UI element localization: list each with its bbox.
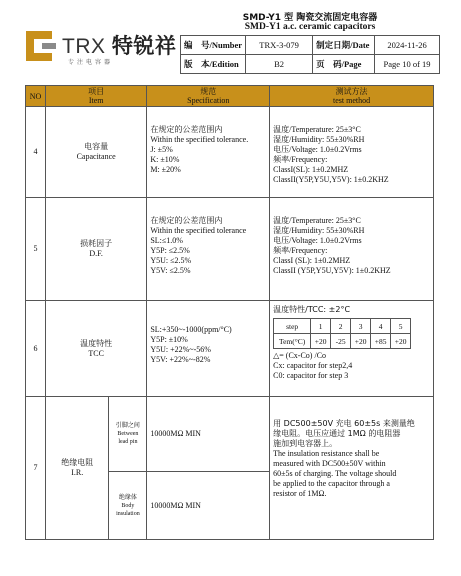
- spec-line: Y5V: +22%~-82%: [150, 355, 211, 364]
- spec-line: 在规定的公差范围内: [150, 125, 223, 134]
- test-line: Cx: capacitor for step2,4: [273, 361, 353, 370]
- item-cell: [45, 107, 146, 198]
- item-cell: [45, 198, 146, 301]
- test-line: 用 DC500±50V 充电 60±5s 来测量绝: [273, 419, 415, 428]
- temp-row: [274, 334, 411, 349]
- sub-item-cell: [109, 397, 147, 472]
- test-line: 施加到电容器上。: [273, 439, 338, 448]
- sub-item-cell: [109, 472, 147, 540]
- item-name-cn: 绝缘电阻: [61, 458, 94, 467]
- spec-cell: [147, 301, 270, 397]
- sub-item-cn: 引脚之间: [115, 422, 140, 429]
- test-line: ClassI(SL): 1±0.2MHZ: [273, 165, 349, 174]
- date-label: 制定日期/Date: [313, 36, 375, 55]
- sub-item-en: Between: [117, 431, 139, 437]
- test-line: resistor of 1MΩ.: [273, 489, 327, 498]
- doc-title-cn: SMD-Y1 型 陶瓷交流固定电容器: [242, 13, 378, 23]
- col-item-en: Item: [88, 96, 104, 105]
- step-cell: 2: [331, 319, 351, 334]
- logo-text-latin: TRX: [62, 35, 106, 58]
- test-line: The insulation resistance shall be: [273, 449, 380, 458]
- table-row: [26, 198, 434, 301]
- test-line: be applied to the capacitor through a: [273, 479, 390, 488]
- step-cell: 1: [311, 319, 331, 334]
- sub-item-en: insulation: [116, 510, 140, 517]
- step-cell: 5: [391, 319, 411, 334]
- date-value: 2024-11-26: [375, 36, 440, 55]
- temp-cell: +85: [371, 334, 391, 349]
- test-cell: [270, 301, 434, 397]
- table-row: [26, 301, 434, 397]
- spec-line: Y5U: +22%~-56%: [150, 345, 211, 354]
- spec-table: [25, 85, 434, 540]
- test-line: measured with DC500±50V within: [273, 459, 386, 468]
- table-header-row: [26, 86, 434, 107]
- step-cell: 3: [351, 319, 371, 334]
- spec-line: Y5P: ±10%: [150, 335, 188, 344]
- col-item: [45, 86, 146, 107]
- test-line: 温度/Temperature: 25±3°C: [273, 125, 361, 134]
- number-label: 编 号/Number: [181, 36, 246, 55]
- col-item-cn: 项目: [88, 87, 105, 96]
- spec-line: SL:≤1.0%: [150, 236, 183, 245]
- table-row: [26, 397, 434, 472]
- spec-line: K: ±10%: [150, 155, 180, 164]
- step-row: [274, 319, 411, 334]
- test-line: 频率/Frequency:: [273, 155, 328, 164]
- item-name-en: TCC: [88, 348, 104, 358]
- table-row: [26, 107, 434, 198]
- col-test: [270, 86, 434, 107]
- step-label: step: [274, 319, 311, 334]
- item-cell: [45, 397, 109, 540]
- test-line: 60±5s of charging. The voltage should: [273, 469, 397, 478]
- temp-label: Tem(°C): [274, 334, 311, 349]
- page-value: Page 10 of 19: [375, 55, 440, 74]
- spec-line: SL:+350~-1000(ppm/°C): [150, 325, 232, 334]
- page-label: 页 码/Page: [313, 55, 375, 74]
- test-line: 湿度/Humidity: 55±30%RH: [273, 135, 365, 144]
- logo-slogan: 专注电容器: [68, 60, 114, 66]
- temp-cell: +20: [391, 334, 411, 349]
- test-line: ClassI (SL): 1±0.2MHZ: [273, 256, 351, 265]
- test-line: 电压/Voltage: 1.0±0.2Vrms: [273, 145, 362, 154]
- spec-line: Y5V: ≤2.5%: [150, 266, 191, 275]
- row-number: 6: [26, 301, 46, 397]
- spec-cell: [147, 107, 270, 198]
- test-cell: [270, 198, 434, 301]
- item-name-en: Capacitance: [76, 152, 116, 161]
- step-cell: 4: [371, 319, 391, 334]
- col-spec-en: Specification: [187, 96, 230, 105]
- item-name-cn: 电容量: [84, 142, 109, 151]
- company-logo: [22, 26, 177, 68]
- test-line: C0: capacitor for step 3: [273, 371, 349, 380]
- spec-line: 在规定的公差范围内: [150, 216, 223, 225]
- col-spec: [147, 86, 270, 107]
- col-spec-cn: 规范: [200, 87, 217, 96]
- spec-line: Within the specified tolerance: [150, 226, 247, 235]
- sub-item-cn: 绝缘体: [118, 493, 137, 501]
- tcc-title: 温度特性/TCC: ±2°C: [273, 305, 351, 314]
- col-test-cn: 测试方法: [335, 87, 368, 96]
- logo-wordmark: [62, 30, 176, 60]
- row-number: 7: [26, 397, 46, 540]
- number-value: TRX-3-079: [246, 36, 313, 55]
- temp-cell: +20: [311, 334, 331, 349]
- test-line: ClassII (Y5P,Y5U,Y5V): 1±0.2KHZ: [273, 266, 391, 275]
- sub-item-en: lead pin: [118, 439, 138, 445]
- spec-cell: [147, 198, 270, 301]
- item-name-cn: 温度特性: [80, 338, 113, 348]
- temp-cell: -25: [331, 334, 351, 349]
- tcc-step-table: [273, 318, 411, 349]
- row-number: 5: [26, 198, 46, 301]
- test-line: 频率/Frequency:: [273, 246, 328, 255]
- temp-cell: +20: [351, 334, 371, 349]
- spec-cell: [147, 397, 270, 472]
- test-line: 电压/Voltage: 1.0±0.2Vrms: [273, 236, 362, 245]
- edition-value: B2: [246, 55, 313, 74]
- spec-line: 10000MΩ MIN: [150, 429, 201, 438]
- row-number: 4: [26, 107, 46, 198]
- doc-title-en: SMD-Y1 a.c. ceramic capacitors: [244, 22, 376, 32]
- header-info-table: [180, 35, 440, 74]
- spec-line: Within the specified tolerance.: [150, 135, 249, 144]
- sub-item-en: Body: [121, 502, 135, 509]
- item-cell: [45, 301, 146, 397]
- col-test-en: test method: [333, 96, 371, 105]
- test-cell: [270, 397, 434, 540]
- spec-line: M: ±20%: [150, 165, 181, 174]
- test-line: 缘电阻。电压应通过 1MΩ 的电阻器: [273, 429, 401, 438]
- spec-line: J: ±5%: [150, 145, 173, 154]
- test-line: △= (Cx-Co) /Co: [273, 351, 327, 360]
- logo-text-cn: 特锐祥: [111, 34, 177, 58]
- col-no: NO: [26, 86, 46, 107]
- test-line: 温度/Temperature: 25±3°C: [273, 216, 361, 225]
- spec-line: Y5U: ≤2.5%: [150, 256, 192, 265]
- spec-cell: [147, 472, 270, 540]
- test-cell: [270, 107, 434, 198]
- item-name-cn: 损耗因子: [80, 239, 113, 248]
- spec-line: 10000MΩ MIN: [150, 500, 201, 510]
- item-name-en: D.F.: [89, 249, 103, 258]
- trx-logo-mark-icon: [22, 27, 60, 65]
- item-name-en: I.R.: [71, 468, 84, 477]
- edition-label: 版 本/Edition: [181, 55, 246, 74]
- spec-line: Y5P: ≤2.5%: [150, 246, 190, 255]
- test-line: 湿度/Humidity: 55±30%RH: [273, 226, 365, 235]
- test-line: ClassII(Y5P,Y5U,Y5V): 1±0.2KHZ: [273, 175, 389, 184]
